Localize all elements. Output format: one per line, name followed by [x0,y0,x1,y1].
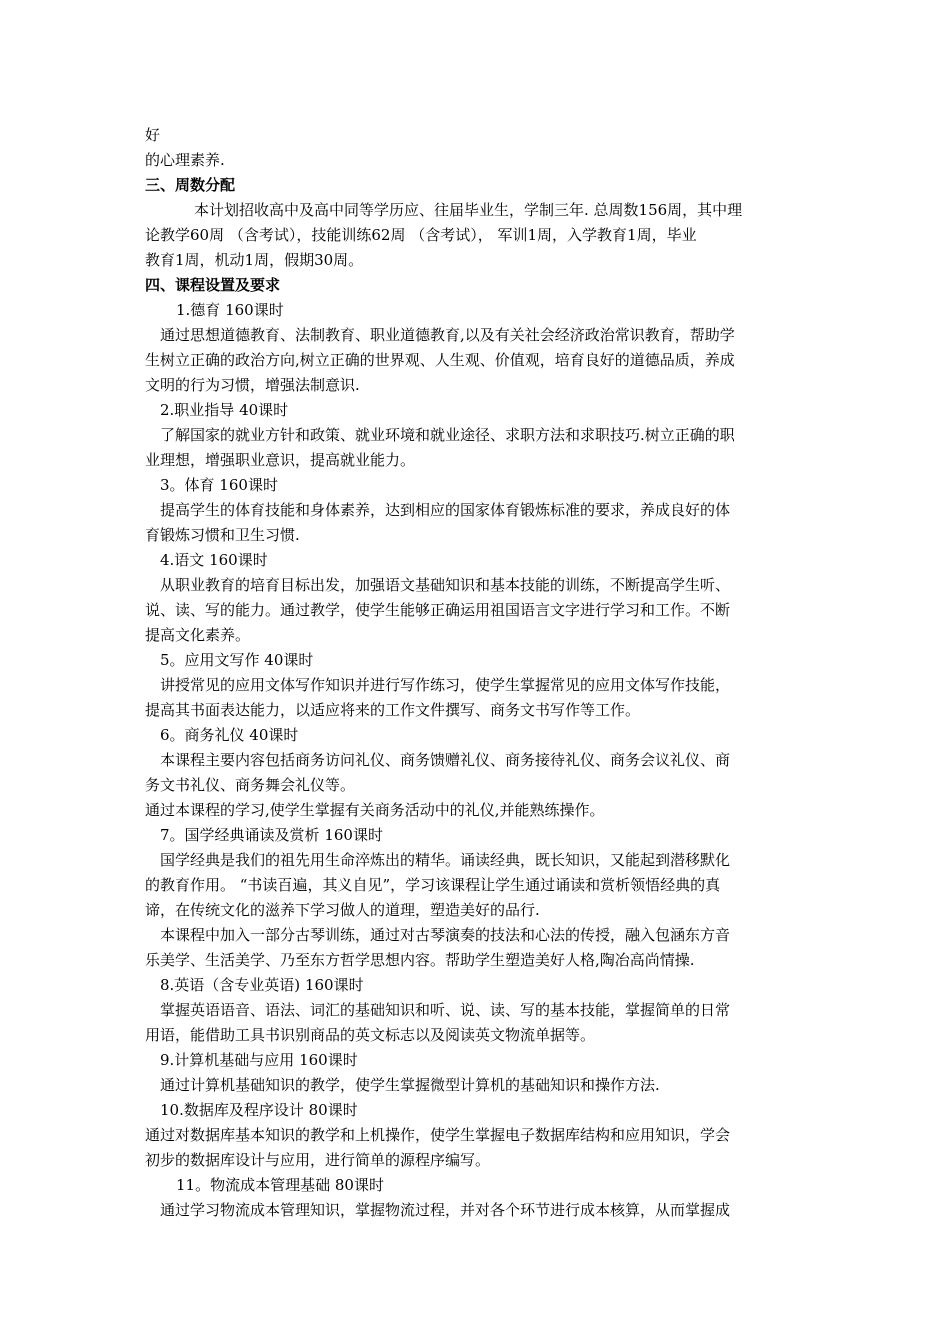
course-heading: 5。应用文写作 40课时 [160,651,314,669]
text-line: 通过对数据库基本知识的教学和上机操作，使学生掌握电子数据库结构和应用知识，学会 [145,1126,731,1144]
course-heading: 10.数据库及程序设计 80课时 [160,1101,358,1119]
text-line: 乐美学、生活美学、乃至东方哲学思想内容。帮助学生塑造美好人格,陶冶高尚情操. [145,951,695,969]
text-line: 好 [145,126,161,144]
text-line: 提高其书面表达能力，以适应将来的工作文件撰写、商务文书写作等工作。 [145,701,641,719]
text-line: 本课程中加入一部分古琴训练，通过对古琴演奏的技法和心法的传授，融入包涵东方音 [160,926,731,944]
text-line: 了解国家的就业方针和政策、就业环境和就业途径、求职方法和求职技巧.树立正确的职 [160,426,735,444]
text-line: 教育1周，机动1周，假期30周。 [145,251,364,269]
text-line: 通过思想道德教育、法制教育、职业道德教育,以及有关社会经济政治常识教育，帮助学 [160,326,735,344]
course-heading: 2.职业指导 40课时 [160,401,289,419]
text-line: 讲授常见的应用文体写作知识并进行写作练习，使学生掌握常见的应用文体写作技能， [160,676,731,694]
text-line: 谛，在传统文化的滋养下学习做人的道理，塑造美好的品行. [145,901,540,919]
text-line: 说、读、写的能力。通过教学，使学生能够正确运用祖国语言文字进行学习和工作。不断 [145,601,731,619]
course-heading: 4.语文 160课时 [160,551,268,569]
text-line: 务文书礼仪、商务舞会礼仪等。 [145,776,356,794]
text-line: 文明的行为习惯，增强法制意识. [145,376,360,394]
text-line: 育锻炼习惯和卫生习惯. [145,526,300,544]
course-heading: 9.计算机基础与应用 160课时 [160,1051,358,1069]
text-line: 初步的数据库设计与应用，进行简单的源程序编写。 [145,1151,491,1169]
text-line: 提高学生的体育技能和身体素养，达到相应的国家体育锻炼标准的要求，养成良好的体 [160,501,731,519]
text-line: 掌握英语语音、语法、词汇的基础知识和听、说、读、写的基本技能，掌握简单的日常 [160,1001,731,1019]
text-line: 用语，能借助工具书识别商品的英文标志以及阅读英文物流单据等。 [145,1026,596,1044]
text-line: 生树立正确的政治方向,树立正确的世界观、人生观、价值观，培育良好的道德品质，养成 [145,351,735,369]
text-line: 本计划招收高中及高中同等学历应、往届毕业生，学制三年. 总周数156周，其中理 [194,201,743,219]
text-line: 国学经典是我们的祖先用生命淬炼出的精华。诵读经典，既长知识，又能起到潜移默化 [160,851,731,869]
text-line: 论教学60周 （含考试），技能训练62周 （含考试）， 军训1周，入学教育1周，毕业 [145,226,697,244]
course-heading: 7。国学经典诵读及赏析 160课时 [160,826,383,844]
course-heading: 11。物流成本管理基础 80课时 [176,1176,384,1194]
text-line: 从职业教育的培育目标出发，加强语文基础知识和基本技能的训练，不断提高学生听、 [160,576,731,594]
text-line: 业理想，增强职业意识，提高就业能力。 [145,451,416,469]
text-line: 的教育作用。 “书读百遍，其义自见”，学习该课程让学生通过诵读和赏析领悟经典的真 [145,876,721,894]
text-line: 本课程主要内容包括商务访问礼仪、商务馈赠礼仪、商务接待礼仪、商务会议礼仪、商 [160,751,731,769]
course-heading: 3。体育 160课时 [160,476,278,494]
text-line: 通过本课程的学习,使学生掌握有关商务活动中的礼仪,并能熟练操作。 [145,801,605,819]
section-heading: 四、课程设置及要求 [145,276,281,294]
text-line: 提高文化素养。 [145,626,251,644]
course-heading: 1.德育 160课时 [176,301,284,319]
text-line: 通过计算机基础知识的教学，使学生掌握微型计算机的基础知识和操作方法. [160,1076,660,1094]
text-line: 的心理素养. [145,151,225,169]
course-heading: 8.英语（含专业英语) 160课时 [160,976,364,994]
text-line: 通过学习物流成本管理知识，掌握物流过程，并对各个环节进行成本核算，从而掌握成 [160,1201,731,1219]
section-heading: 三、周数分配 [145,176,236,194]
course-heading: 6。商务礼仪 40课时 [160,726,299,744]
